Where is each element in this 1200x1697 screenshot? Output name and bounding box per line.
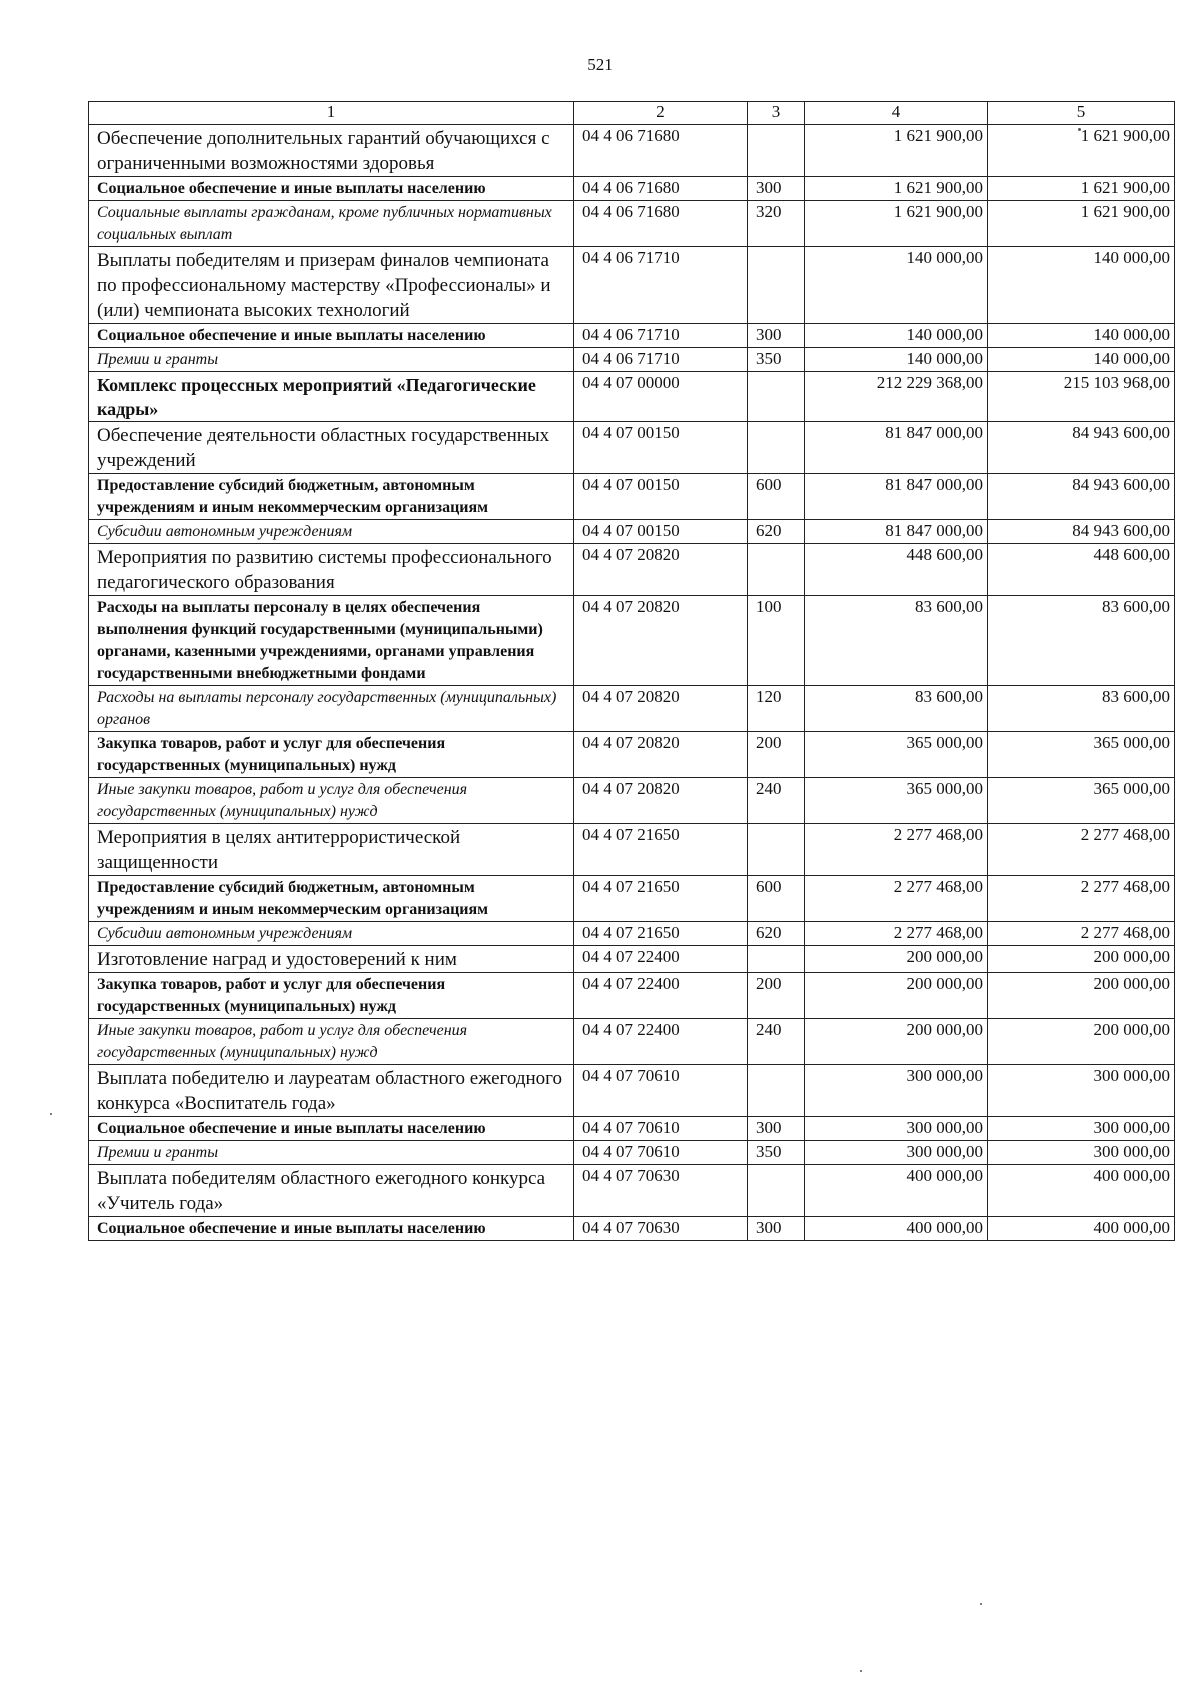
- row-col5-amount: 84 943 600,00: [988, 474, 1175, 520]
- row-code: 04 4 06 71680: [574, 177, 748, 201]
- row-type: 350: [748, 348, 805, 372]
- row-name: Выплата победителям областного ежегодного конкурса «Учитель года»: [89, 1165, 574, 1217]
- row-type: [748, 824, 805, 876]
- row-type: 240: [748, 1019, 805, 1065]
- row-code: 04 4 07 21650: [574, 922, 748, 946]
- row-col4-amount: 365 000,00: [805, 778, 988, 824]
- row-type: 320: [748, 201, 805, 247]
- page-number: 521: [587, 55, 613, 74]
- row-name: Выплаты победителям и призерам финалов чемпионата по профессиональному мастерству «Профессионалы» и (или) чемпионата высоких технологий: [89, 247, 574, 324]
- row-col4-amount: 140 000,00: [805, 348, 988, 372]
- row-col4-amount: 400 000,00: [805, 1165, 988, 1217]
- table-row: [89, 922, 1175, 946]
- row-type: [748, 544, 805, 596]
- row-col5-amount: 140 000,00: [988, 324, 1175, 348]
- table-row: [89, 686, 1175, 732]
- row-col5-amount: 1 621 900,00: [988, 201, 1175, 247]
- row-code: 04 4 06 71680: [574, 125, 748, 177]
- row-type: 100: [748, 596, 805, 686]
- row-name: Предоставление субсидий бюджетным, автономным учреждениям и иным некоммерческим организациям: [89, 474, 574, 520]
- row-col4-amount: 200 000,00: [805, 946, 988, 973]
- table-row: [89, 946, 1175, 973]
- table-row: [89, 1019, 1175, 1065]
- row-col4-amount: 200 000,00: [805, 1019, 988, 1065]
- row-code: 04 4 07 20820: [574, 732, 748, 778]
- row-name: Субсидии автономным учреждениям: [89, 520, 574, 544]
- table-row: [89, 824, 1175, 876]
- row-col4-amount: 81 847 000,00: [805, 422, 988, 474]
- row-code: 04 4 07 00150: [574, 520, 748, 544]
- row-col5-amount: 300 000,00: [988, 1065, 1175, 1117]
- row-code: 04 4 07 00150: [574, 422, 748, 474]
- row-type: [748, 1165, 805, 1217]
- scan-speck: [1078, 128, 1081, 131]
- row-code: 04 4 06 71680: [574, 201, 748, 247]
- row-col4-amount: 200 000,00: [805, 973, 988, 1019]
- row-col5-amount: 83 600,00: [988, 686, 1175, 732]
- row-col5-amount: 140 000,00: [988, 348, 1175, 372]
- table-row: [89, 1117, 1175, 1141]
- row-col5-amount: 140 000,00: [988, 247, 1175, 324]
- row-code: 04 4 06 71710: [574, 348, 748, 372]
- row-col5-amount: 1 621 900,00: [988, 177, 1175, 201]
- row-name: Мероприятия по развитию системы профессионального педагогического образования: [89, 544, 574, 596]
- row-code: 04 4 07 70630: [574, 1217, 748, 1241]
- row-col5-amount: 215 103 968,00: [988, 372, 1175, 422]
- table-row: [89, 201, 1175, 247]
- row-name: Социальные выплаты гражданам, кроме публичных нормативных социальных выплат: [89, 201, 574, 247]
- table-row: [89, 596, 1175, 686]
- table-row: [89, 247, 1175, 324]
- row-col5-amount: 300 000,00: [988, 1117, 1175, 1141]
- row-col4-amount: 81 847 000,00: [805, 474, 988, 520]
- row-col5-amount: 200 000,00: [988, 1019, 1175, 1065]
- row-col5-amount: 83 600,00: [988, 596, 1175, 686]
- row-code: 04 4 07 22400: [574, 1019, 748, 1065]
- row-name: Закупка товаров, работ и услуг для обеспечения государственных (муниципальных) нужд: [89, 973, 574, 1019]
- row-col5-amount: 400 000,00: [988, 1217, 1175, 1241]
- row-col4-amount: 1 621 900,00: [805, 201, 988, 247]
- row-type: 300: [748, 324, 805, 348]
- row-col5-amount: 448 600,00: [988, 544, 1175, 596]
- row-name: Обеспечение деятельности областных государственных учреждений: [89, 422, 574, 474]
- row-code: 04 4 07 70610: [574, 1065, 748, 1117]
- table-body: [89, 125, 1175, 1241]
- row-col5-amount: 2 277 468,00: [988, 876, 1175, 922]
- row-type: [748, 946, 805, 973]
- row-name: Расходы на выплаты персоналу в целях обеспечения выполнения функций государственными (муниципальными) органами, казенными учреждениями, органами управления государственными внебюджетными фондами: [89, 596, 574, 686]
- row-col5-amount: 200 000,00: [988, 973, 1175, 1019]
- row-type: 350: [748, 1141, 805, 1165]
- row-code: 04 4 07 70610: [574, 1141, 748, 1165]
- scan-speck: [980, 1603, 982, 1605]
- row-col5-amount: 300 000,00: [988, 1141, 1175, 1165]
- row-col5-amount: 365 000,00: [988, 732, 1175, 778]
- table-row: [89, 1065, 1175, 1117]
- row-name: Обеспечение дополнительных гарантий обучающихся с ограниченными возможностями здоровья: [89, 125, 574, 177]
- row-type: 620: [748, 922, 805, 946]
- table-row: [89, 973, 1175, 1019]
- table-row: [89, 778, 1175, 824]
- table-row: [89, 1165, 1175, 1217]
- row-code: 04 4 07 70610: [574, 1117, 748, 1141]
- table-row: [89, 372, 1175, 422]
- table-row: [89, 520, 1175, 544]
- row-name: Социальное обеспечение и иные выплаты населению: [89, 177, 574, 201]
- row-col4-amount: 140 000,00: [805, 324, 988, 348]
- row-col5-amount: 2 277 468,00: [988, 824, 1175, 876]
- row-col5-amount: 1 621 900,00: [988, 125, 1175, 177]
- row-col4-amount: 1 621 900,00: [805, 125, 988, 177]
- row-col5-amount: 400 000,00: [988, 1165, 1175, 1217]
- row-col5-amount: 84 943 600,00: [988, 520, 1175, 544]
- row-type: [748, 422, 805, 474]
- row-col4-amount: 300 000,00: [805, 1141, 988, 1165]
- row-name: Закупка товаров, работ и услуг для обеспечения государственных (муниципальных) нужд: [89, 732, 574, 778]
- row-name: Субсидии автономным учреждениям: [89, 922, 574, 946]
- row-name: Изготовление наград и удостоверений к ним: [89, 946, 574, 973]
- row-col4-amount: 83 600,00: [805, 686, 988, 732]
- row-code: 04 4 07 21650: [574, 876, 748, 922]
- row-code: 04 4 06 71710: [574, 247, 748, 324]
- row-code: 04 4 07 20820: [574, 596, 748, 686]
- table-row: [89, 876, 1175, 922]
- row-code: 04 4 07 22400: [574, 973, 748, 1019]
- row-name: Иные закупки товаров, работ и услуг для обеспечения государственных (муниципальных) нужд: [89, 1019, 574, 1065]
- row-col5-amount: 2 277 468,00: [988, 922, 1175, 946]
- row-name: Предоставление субсидий бюджетным, автономным учреждениям и иным некоммерческим организациям: [89, 876, 574, 922]
- row-code: 04 4 07 20820: [574, 686, 748, 732]
- row-code: 04 4 07 70630: [574, 1165, 748, 1217]
- header-col-1: 1: [89, 102, 574, 125]
- row-name: Иные закупки товаров, работ и услуг для обеспечения государственных (муниципальных) нужд: [89, 778, 574, 824]
- row-type: 600: [748, 474, 805, 520]
- row-code: 04 4 07 00150: [574, 474, 748, 520]
- row-name: Премии и гранты: [89, 348, 574, 372]
- row-name: Комплекс процессных мероприятий «Педагогические кадры»: [89, 372, 574, 422]
- row-name: Социальное обеспечение и иные выплаты населению: [89, 1217, 574, 1241]
- row-type: [748, 247, 805, 324]
- row-col5-amount: 200 000,00: [988, 946, 1175, 973]
- row-col4-amount: 81 847 000,00: [805, 520, 988, 544]
- row-name: Социальное обеспечение и иные выплаты населению: [89, 1117, 574, 1141]
- row-col4-amount: 400 000,00: [805, 1217, 988, 1241]
- scan-speck: [860, 1670, 862, 1672]
- row-name: Премии и гранты: [89, 1141, 574, 1165]
- table-row: [89, 544, 1175, 596]
- row-code: 04 4 06 71710: [574, 324, 748, 348]
- row-type: 620: [748, 520, 805, 544]
- row-code: 04 4 07 00000: [574, 372, 748, 422]
- row-name: Социальное обеспечение и иные выплаты населению: [89, 324, 574, 348]
- table-row: [89, 125, 1175, 177]
- row-name: Мероприятия в целях антитеррористической защищенности: [89, 824, 574, 876]
- row-col4-amount: 300 000,00: [805, 1117, 988, 1141]
- row-code: 04 4 07 21650: [574, 824, 748, 876]
- row-type: 300: [748, 177, 805, 201]
- scan-speck: [50, 1113, 52, 1115]
- row-col4-amount: 2 277 468,00: [805, 876, 988, 922]
- row-name: Расходы на выплаты персоналу государственных (муниципальных) органов: [89, 686, 574, 732]
- row-col4-amount: 2 277 468,00: [805, 922, 988, 946]
- row-type: 200: [748, 973, 805, 1019]
- row-col4-amount: 1 621 900,00: [805, 177, 988, 201]
- table-row: [89, 348, 1175, 372]
- budget-table: [88, 101, 1175, 1241]
- row-type: 240: [748, 778, 805, 824]
- table-row: [89, 1217, 1175, 1241]
- header-row: [89, 102, 1175, 125]
- row-type: 120: [748, 686, 805, 732]
- row-col5-amount: 84 943 600,00: [988, 422, 1175, 474]
- row-code: 04 4 07 20820: [574, 544, 748, 596]
- table-row: [89, 474, 1175, 520]
- row-code: 04 4 07 22400: [574, 946, 748, 973]
- row-col4-amount: 300 000,00: [805, 1065, 988, 1117]
- row-col5-amount: 365 000,00: [988, 778, 1175, 824]
- header-col-4: 4: [805, 102, 988, 125]
- table-row: [89, 1141, 1175, 1165]
- row-col4-amount: 140 000,00: [805, 247, 988, 324]
- row-col4-amount: 365 000,00: [805, 732, 988, 778]
- row-code: 04 4 07 20820: [574, 778, 748, 824]
- header-col-3: 3: [748, 102, 805, 125]
- row-name: Выплата победителю и лауреатам областного ежегодного конкурса «Воспитатель года»: [89, 1065, 574, 1117]
- row-type: [748, 372, 805, 422]
- row-col4-amount: 212 229 368,00: [805, 372, 988, 422]
- row-col4-amount: 2 277 468,00: [805, 824, 988, 876]
- row-type: 300: [748, 1217, 805, 1241]
- row-type: [748, 1065, 805, 1117]
- row-col4-amount: 448 600,00: [805, 544, 988, 596]
- table-row: [89, 422, 1175, 474]
- row-type: 200: [748, 732, 805, 778]
- header-col-5: 5: [988, 102, 1175, 125]
- row-col4-amount: 83 600,00: [805, 596, 988, 686]
- header-col-2: 2: [574, 102, 748, 125]
- row-type: 300: [748, 1117, 805, 1141]
- table-row: [89, 324, 1175, 348]
- row-type: 600: [748, 876, 805, 922]
- table-row: [89, 732, 1175, 778]
- table-row: [89, 177, 1175, 201]
- row-type: [748, 125, 805, 177]
